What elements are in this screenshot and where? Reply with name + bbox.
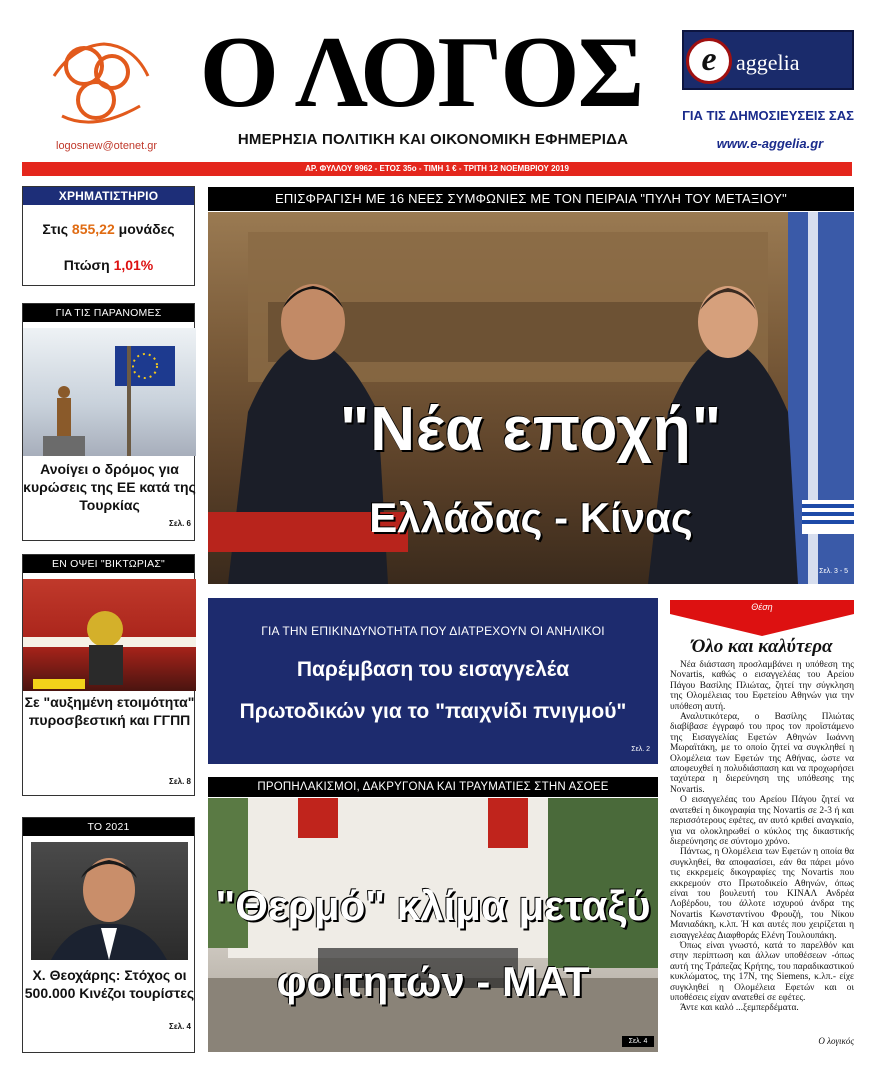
lead-story-kicker: ΕΠΙΣΦΡΑΓΙΣΗ ΜΕ 16 ΝΕΕΣ ΣΥΜΦΩΝΙΕΣ ΜΕ ΤΟΝ ΠΕΙΡΑΙΑ "ΠΥΛΗ ΤΟΥ ΜΕΤΑΞΙΟΥ" bbox=[208, 187, 854, 211]
page-ref: Σελ. 6 bbox=[169, 519, 191, 528]
opinion-label: Θέση bbox=[751, 602, 773, 612]
stock-market-heading: ΧΡΗΜΑΤΙΣΤΗΡΙΟ bbox=[23, 187, 194, 205]
asoee-story-headline-line1: "Θερμό" κλίμα μεταξύ bbox=[215, 882, 651, 929]
asoee-story-headline-line2: φοιτητών - ΜΑΤ bbox=[276, 958, 590, 1005]
contact-email[interactable]: logosnew@otenet.gr bbox=[56, 140, 158, 152]
eaggelia-tagline: ΓΙΑ ΤΙΣ ΔΗΜΟΣΙΕΥΣΕΙΣ ΣΑΣ bbox=[682, 108, 854, 123]
eaggelia-logo-circle bbox=[686, 38, 732, 84]
sidebar-story-heading: ΕΝ ΟΨΕΙ "ΒΙΚΤΩΡΙΑΣ" bbox=[23, 555, 194, 573]
minister-portrait-photo bbox=[31, 842, 188, 960]
sidebar-story-headline: Σε "αυξημένη ετοιμότητα" πυροσβεστική και ΓΓΠΠ bbox=[24, 694, 195, 728]
opinion-banner-triangle bbox=[670, 614, 854, 636]
page-ref: Σελ. 4 bbox=[169, 1022, 191, 1031]
asoee-story-photo[interactable] bbox=[208, 798, 658, 1052]
issue-info-text: ΑΡ. ΦΥΛΛΟΥ 9962 - ΕΤΟΣ 35ο - ΤΙΜΗ 1 € - ΤΡΙΤΗ 12 ΝΟΕΜΒΡΙΟΥ 2019 bbox=[305, 164, 569, 173]
stock-index-line bbox=[23, 221, 194, 237]
eaggelia-url-link[interactable]: www.e-aggelia.gr bbox=[716, 136, 824, 151]
eu-flag-photo bbox=[23, 328, 196, 456]
prosecutor-story-headline-line1: Παρέμβαση του εισαγγελέα bbox=[296, 658, 570, 681]
stock-change-line bbox=[23, 257, 194, 273]
sidebar-story-heading: ΤΟ 2021 bbox=[23, 818, 194, 836]
fire-truck-photo bbox=[23, 579, 196, 691]
sidebar-story-headline: Ανοίγει ο δρόμος για κυρώσεις της ΕΕ κατά της Τουρκίας bbox=[23, 461, 196, 513]
prosecutor-story[interactable] bbox=[208, 598, 658, 764]
page-ref: Σελ. 3 - 5 bbox=[819, 568, 848, 575]
opinion-paragraph: Ο εισαγγελέας του Αρείου Πάγου ζητεί να ανατεθεί η δικογραφία της Novartis σε 2-3 ή και περισσότερους εφέτες, αν αυτό κριθεί αναγκαίο, για να ολοκληρωθεί ο κύκλος της δικαστικής διερεύνησης σε σύντομο χρόνο. bbox=[670, 795, 854, 847]
opinion-paragraph: Όπως είναι γνωστό, κατά το παρελθόν και στην περίπτωση και άλλων υποθέσεων -όπως αυτή της Τράπεζας Κρήτης, του παραδικαστικού κυκλώματος, της 17Ν, της Siemens, κ.λπ.- είχε συγκληθεί η Ολομέλεια Εφετών και οι υποθέσεις είχαν ανατεθεί σε εφέτες. bbox=[670, 940, 854, 1003]
asoee-story-kicker: ΠΡΟΠΗΛΑΚΙΣΜΟΙ, ΔΑΚΡΥΓΟΝΑ ΚΑΙ ΤΡΑΥΜΑΤΙΕΣ ΣΤΗΝ ΑΣΟΕΕ bbox=[208, 777, 658, 797]
minister-portrait-art bbox=[31, 842, 188, 960]
stock-index-suffix: μονάδες bbox=[114, 221, 175, 237]
prosecutor-story-headline-line2: Πρωτοδικών για το "παιχνίδι πνιγμού" bbox=[239, 700, 627, 723]
page-ref: Σελ. 4 bbox=[622, 1036, 654, 1047]
stock-index-value: 855,22 bbox=[71, 221, 115, 237]
newspaper-logo-illustration bbox=[44, 36, 156, 134]
stock-change-prefix: Πτώση bbox=[63, 257, 114, 273]
eaggelia-ad-logo[interactable] bbox=[682, 30, 854, 90]
masthead-subtitle: ΗΜΕΡΗΣΙΑ ΠΟΛΙΤΙΚΗ ΚΑΙ ΟΙΚΟΝΟΜΙΚΗ ΕΦΗΜΕΡΙΔΑ bbox=[237, 131, 629, 148]
opinion-body bbox=[670, 660, 854, 1014]
stock-change-value: 1,01% bbox=[113, 257, 154, 273]
sidebar-story-firefighters[interactable] bbox=[22, 554, 195, 796]
sidebar-story-heading: ΓΙΑ ΤΙΣ ΠΑΡΑΝΟΜΕΣ bbox=[23, 304, 194, 322]
eu-flag-photo-art bbox=[23, 328, 196, 456]
issue-info-bar bbox=[22, 162, 852, 176]
eaggelia-word: aggelia bbox=[736, 50, 800, 75]
opinion-paragraph: Νέα διάσταση προσλαμβάνει η υπόθεση της Novartis, καθώς ο εισαγγελέας του Αρείου Πάγου Βασίλης Πλιώτας, ζητεί την σύγκληση της Ολομέλειας του Εφετείου Αθηνών για την υπόθεση αυτή. bbox=[670, 660, 854, 712]
opinion-paragraph: Πάντως, η Ολομέλεια των Εφετών η οποία θα συγκληθεί, θα αποφασίσει, εάν θα πάρει μόνο τις εκκρεμείς δικογραφίες της Novartis που εκκρεμούν στο Πρωτοδικείο Αθηνών, όπως είναι του βουλευτή του ΚΙΝΑΛ Ανδρέα Λοβέρδου, του άλλοτε ισχυρού άνδρα της Novartis Κωνσταντίνου Φρουζή, του Νίκου Μανιαδάκη, κ.λπ. Ή και αυτές που χειρίζεται η εισαγγελέας Διαφθοράς Ελένη Τουλουπάκη. bbox=[670, 847, 854, 941]
sidebar-story-sanctions[interactable] bbox=[22, 303, 195, 541]
page-ref: Σελ. 2 bbox=[631, 746, 650, 753]
opinion-title: Όλο και καλύτερα bbox=[691, 636, 833, 657]
sidebar-story-tourism[interactable] bbox=[22, 817, 195, 1053]
eaggelia-letter: e bbox=[701, 41, 717, 78]
stock-market-box bbox=[22, 186, 195, 286]
lead-story-subheadline: Ελλάδας - Κίνας bbox=[369, 494, 693, 541]
prosecutor-story-kicker: ΓΙΑ ΤΗΝ ΕΠΙΚΙΝΔΥΝΟΤΗΤΑ ΠΟΥ ΔΙΑΤΡΕΧΟΥΝ ΟΙ ΑΝΗΛΙΚΟΙ bbox=[261, 624, 605, 638]
stock-index-prefix: Στις bbox=[42, 221, 72, 237]
opinion-paragraph: Άντε και καλό ...ξεμπερδέματα. bbox=[680, 1003, 799, 1014]
lead-story-photo[interactable] bbox=[208, 212, 854, 584]
fire-truck-photo-art bbox=[23, 579, 196, 691]
sidebar-story-headline: Χ. Θεοχάρης: Στόχος οι 500.000 Κινέζοι τουρίστες bbox=[24, 967, 195, 1001]
opinion-label-bar bbox=[670, 600, 854, 614]
opinion-signature: Ο λογικός bbox=[818, 1036, 854, 1046]
opinion-paragraph: Αναλυτικότερα, ο Βασίλης Πλιώτας διαβίβασε έγγραφό του προς τον προϊστάμενο της Εισαγγελίας Εφετών Αθηνών Ιωάννη Μωραϊτάκη, με το οποίο ζητεί να συγκληθεί η Ολομέλεια των Εφετών της Αθήνας, ώστε να αποφευχθεί η πολυδιάσπαση και να προχωρήσει ταχύτερα η διερεύνηση της υπόθεσης της Novartis. bbox=[670, 712, 854, 795]
page-ref: Σελ. 8 bbox=[169, 777, 191, 786]
masthead-title: Ο ΛΟΓΟΣ bbox=[199, 16, 643, 129]
lead-story-headline: "Νέα εποχή" bbox=[339, 395, 723, 464]
